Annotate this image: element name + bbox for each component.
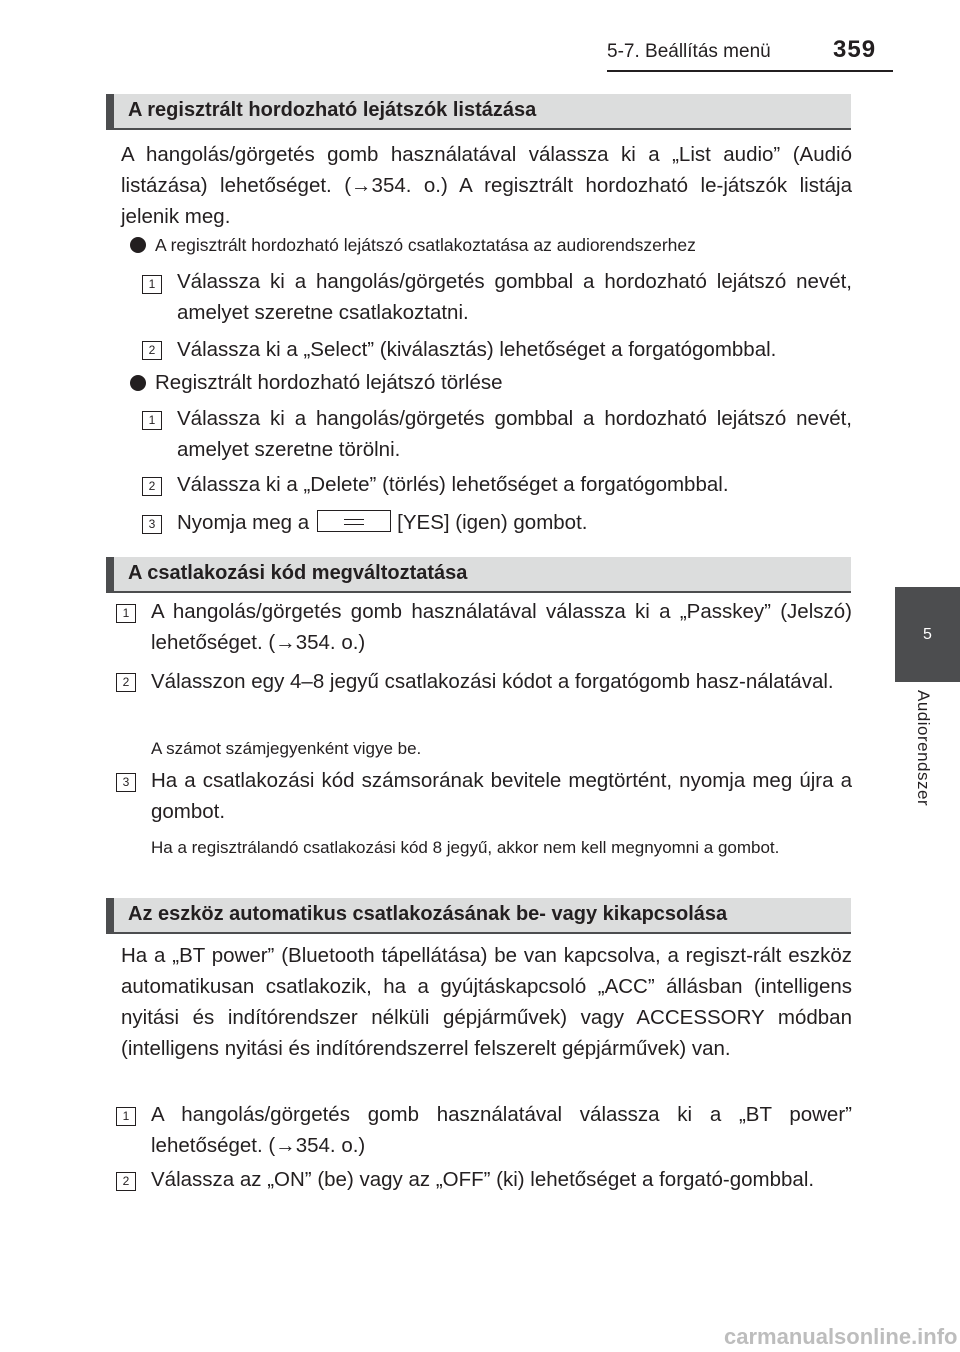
step-text: Válassza ki a hangolás/görgetés gombbal a hordozható lejátszó nevét, amelyet szeretne törölni. [177,407,852,461]
step-text: Válassza ki a „Delete” (törlés) lehetőséget a forgatógombbal. [177,473,729,496]
note-text: A számot számjegyenként vigye be. [151,739,422,758]
step-text: Ha a csatlakozási kód számsorának bevitele megtörtént, nyomja meg újra a gombot. [151,769,852,823]
step-number-box: 3 [116,773,136,792]
step-number-box: 2 [116,1172,136,1191]
note-text: Ha a regisztrálandó csatlakozási kód 8 jegyű, akkor nem kell megnyomni a gombot. [151,838,780,857]
paragraph: A hangolás/görgetés gomb használatával válassza ki a „List audio” (Audió listázása) lehetőséget. (→354. o.) A regisztrált hordozható le-játszók listája jelenik meg. [121,143,852,228]
bullet-text: Regisztrált hordozható lejátszó törlése [155,371,503,394]
section-header: 5-7. Beállítás menü [607,41,771,62]
step-number-box: 2 [142,341,162,360]
step-text-after-key: [YES] (igen) gombot. [397,511,588,534]
step-number-box: 2 [116,673,136,692]
step-number-box: 1 [116,1107,136,1126]
step-number-box: 1 [142,411,162,430]
step-text: A hangolás/görgetés gomb használatával válassza ki a „BT power” lehetőséget. (→354. o.) [151,1103,852,1157]
section-title-text: A csatlakozási kód megváltoztatása [128,562,468,584]
paragraph: Ha a „BT power” (Bluetooth tápellátása) be van kapcsolva, a regiszt-rált eszköz automatikusan csatlakozik, ha a gyújtáskapcsoló „ACC” állásban (intelligens nyitási és indítórendszer nélküli gépjárművek) vagy ACCESSORY módban (intelligens nyitási és indítórendszerrel felszerelt gépjárművek) van. [121,944,852,1060]
section-title-1 [106,94,851,130]
bullet-dot [130,237,146,253]
header-rule [607,70,893,72]
chapter-number: 5 [923,626,932,643]
section-title-text: Az eszköz automatikus csatlakozásának be- vagy kikapcsolása [128,903,728,925]
enter-button-icon [317,510,391,532]
bullet-text: A regisztrált hordozható lejátszó csatlakoztatása az audiorendszerhez [155,235,696,255]
step-number-box: 2 [142,477,162,496]
section-title-text: A regisztrált hordozható lejátszók listázása [128,99,537,121]
chapter-label: Audiorendszer [914,690,933,807]
step-text-before-key: Nyomja meg a [177,511,310,534]
step-number-box: 1 [116,604,136,623]
step-number-box: 3 [142,515,162,534]
section-title-3 [106,898,851,934]
watermark: carmanualsonline.info [724,1324,958,1349]
bullet-dot [130,375,146,391]
page-number: 359 [833,36,877,63]
step-text: Válassza ki a „Select” (kiválasztás) lehetőséget a forgatógombbal. [177,338,777,361]
step-text: Válassza az „ON” (be) vagy az „OFF” (ki) lehetőséget a forgató-gombbal. [151,1168,815,1191]
step-text: Válassza ki a hangolás/görgetés gombbal a hordozható lejátszó nevét, amelyet szeretne csatlakoztatni. [177,270,852,324]
step-number-box: 1 [142,275,162,294]
section-title-2 [106,557,851,593]
step-text-with-key [177,507,852,538]
step-text: A hangolás/görgetés gomb használatával válassza ki a „Passkey” (Jelszó) lehetőséget. (→354. o.) [151,600,852,654]
chapter-tab [895,587,960,682]
step-text: Válasszon egy 4–8 jegyű csatlakozási kódot a forgatógomb hasz-nálatával. [151,670,834,693]
